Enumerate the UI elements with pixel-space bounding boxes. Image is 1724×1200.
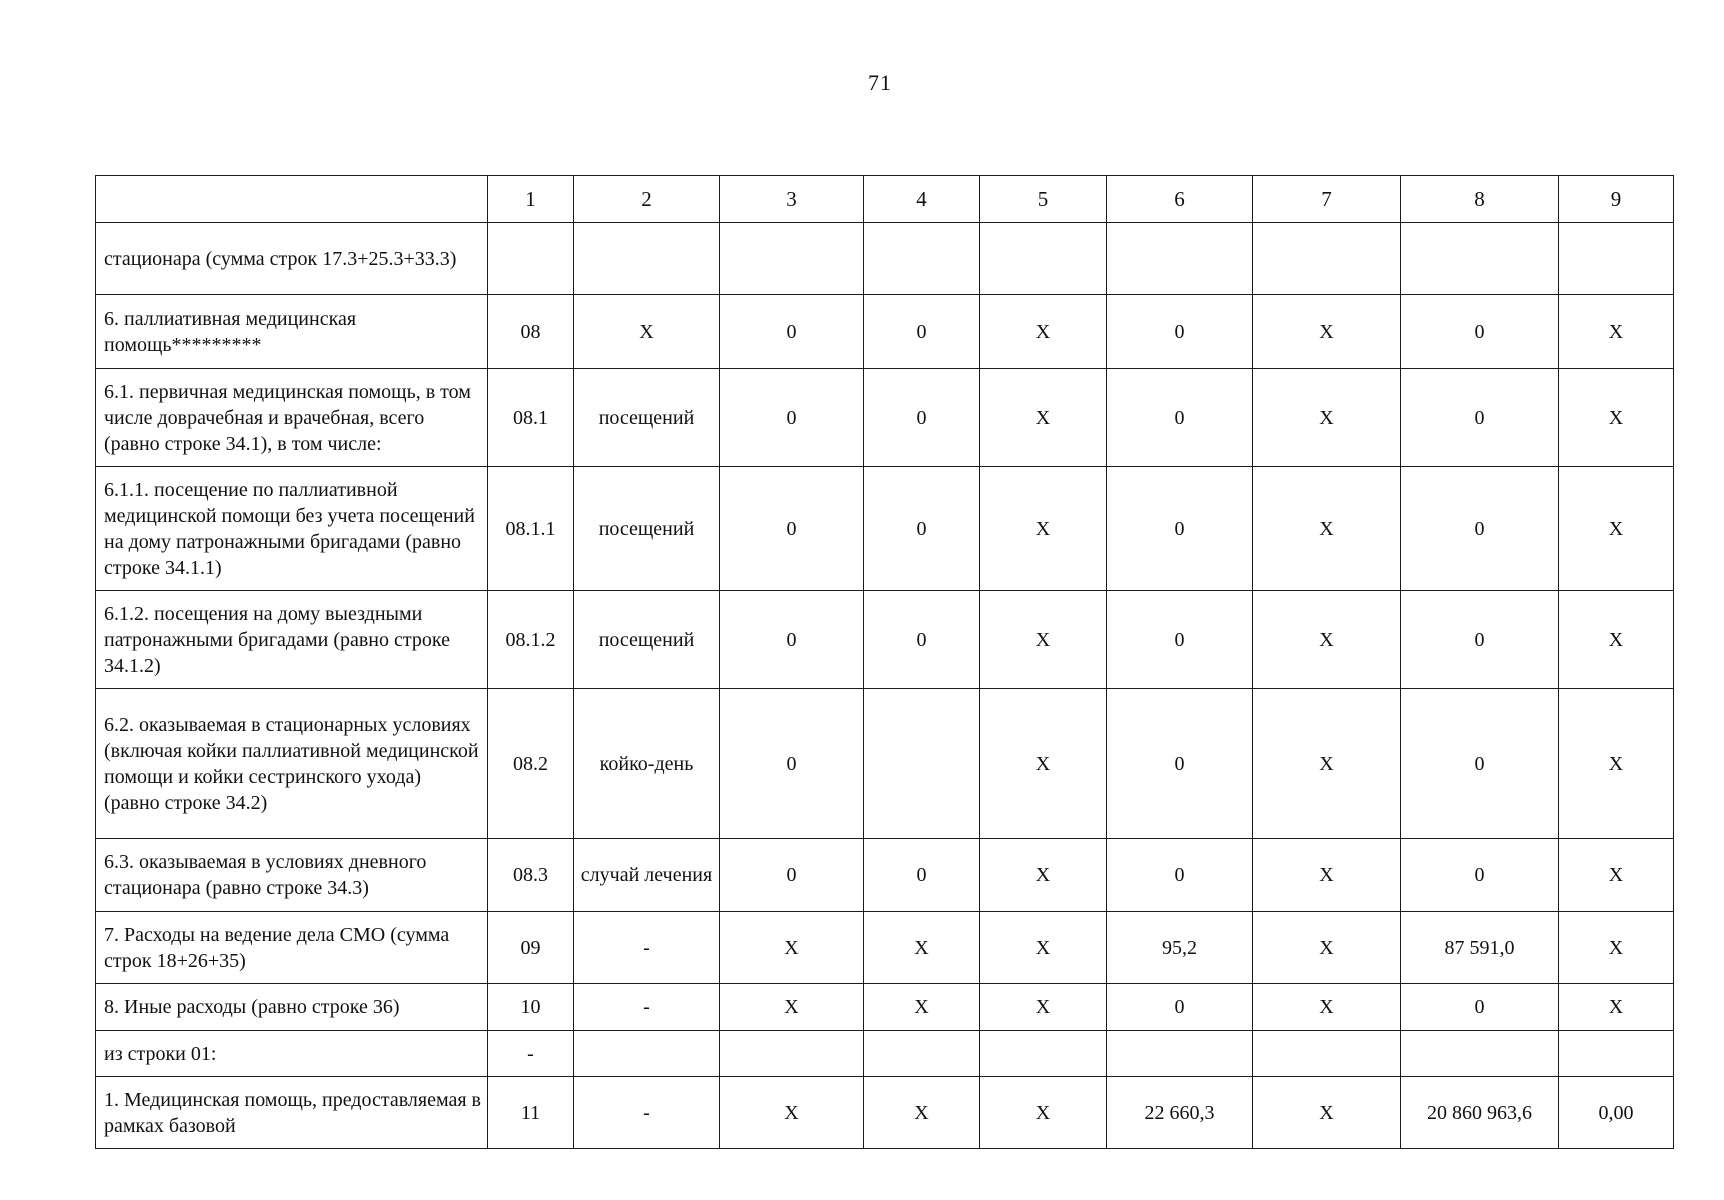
table-cell: 0 (1401, 295, 1559, 369)
header-row (96, 176, 1674, 223)
header-cell-6: 6 (1107, 176, 1253, 223)
table-cell: X (574, 295, 720, 369)
table-cell: 0 (864, 369, 980, 467)
table-cell (720, 223, 864, 295)
table-cell (574, 223, 720, 295)
table-cell: 0 (720, 467, 864, 591)
table-cell: 0 (1107, 467, 1253, 591)
table-cell: X (980, 369, 1107, 467)
table-cell: X (1253, 689, 1401, 839)
header-cell-8: 8 (1401, 176, 1559, 223)
table-cell: посещений (574, 467, 720, 591)
header-cell-5: 5 (980, 176, 1107, 223)
table-cell: посещений (574, 369, 720, 467)
table-cell: X (1253, 984, 1401, 1031)
table-cell: 0 (864, 467, 980, 591)
table-cell (1401, 1031, 1559, 1077)
header-cell-7: 7 (1253, 176, 1401, 223)
table-cell: X (864, 912, 980, 984)
header-cell-4: 4 (864, 176, 980, 223)
table-cell: X (980, 467, 1107, 591)
table-cell (1107, 1031, 1253, 1077)
table-cell: 0 (1107, 839, 1253, 912)
table-cell: X (864, 1077, 980, 1149)
table-cell: 0 (720, 295, 864, 369)
table-cell: случай лечения (574, 839, 720, 912)
table-cell: X (1559, 295, 1674, 369)
table-row (96, 223, 1674, 295)
row-description: 1. Медицинская помощь, предоставляемая в рамках базовой (96, 1077, 488, 1149)
table-cell (1401, 223, 1559, 295)
table-cell: X (864, 984, 980, 1031)
table-cell: X (980, 591, 1107, 689)
table-cell: X (720, 984, 864, 1031)
table-row (96, 467, 1674, 591)
table-cell: X (1559, 839, 1674, 912)
table-row (96, 1031, 1674, 1077)
table-cell: 08.1.1 (488, 467, 574, 591)
table-cell: 0 (720, 839, 864, 912)
header-cell-2: 2 (574, 176, 720, 223)
table-cell: 0 (1401, 839, 1559, 912)
table-row (96, 984, 1674, 1031)
row-description: 6. паллиативная медицинская помощь********* (96, 295, 488, 369)
table-cell: - (574, 984, 720, 1031)
table-cell: X (1253, 369, 1401, 467)
header-cell-0 (96, 176, 488, 223)
table-cell: - (574, 912, 720, 984)
table-cell: 0 (1107, 295, 1253, 369)
table-row (96, 295, 1674, 369)
table-cell: 0 (1401, 689, 1559, 839)
table-cell: посещений (574, 591, 720, 689)
header-cell-1: 1 (488, 176, 574, 223)
table-cell: X (1253, 467, 1401, 591)
table-cell: X (1253, 912, 1401, 984)
table-cell: 0 (1107, 369, 1253, 467)
table-cell: X (980, 1077, 1107, 1149)
table-cell: 0 (720, 591, 864, 689)
table-cell: X (720, 912, 864, 984)
table-row (96, 839, 1674, 912)
table-row (96, 912, 1674, 984)
row-description: 6.1.2. посещения на дому выездными патронажными бригадами (равно строке 34.1.2) (96, 591, 488, 689)
table-row (96, 369, 1674, 467)
table-cell: X (1253, 839, 1401, 912)
table-cell: X (980, 295, 1107, 369)
table-cell: 08.2 (488, 689, 574, 839)
table-cell (980, 223, 1107, 295)
row-description: 6.1. первичная медицинская помощь, в том числе доврачебная и врачебная, всего (равно строке 34.1), в том числе: (96, 369, 488, 467)
table-cell: X (1253, 1077, 1401, 1149)
table-cell: 0 (1401, 984, 1559, 1031)
page-number: 71 (868, 70, 892, 95)
table-cell: 0 (864, 591, 980, 689)
table-cell: X (720, 1077, 864, 1149)
table-cell: 0 (1107, 984, 1253, 1031)
table-cell: 0 (1401, 369, 1559, 467)
table-cell: X (1559, 369, 1674, 467)
table-cell: 20 860 963,6 (1401, 1077, 1559, 1149)
row-description: 6.2. оказываемая в стационарных условиях (включая койки паллиативной медицинской помощи и койки сестринского ухода) (равно строке 34.2) (96, 689, 488, 839)
table-cell: X (980, 689, 1107, 839)
table-cell: X (1253, 295, 1401, 369)
table-cell: X (1559, 984, 1674, 1031)
table-cell (1559, 1031, 1674, 1077)
table-cell (1559, 223, 1674, 295)
table-cell: X (980, 912, 1107, 984)
table-cell (1253, 1031, 1401, 1077)
row-description: 6.3. оказываемая в условиях дневного стационара (равно строке 34.3) (96, 839, 488, 912)
table-cell (1107, 223, 1253, 295)
table-cell: 0 (720, 369, 864, 467)
table-cell: 0 (864, 839, 980, 912)
table-cell: - (574, 1077, 720, 1149)
table-cell (1253, 223, 1401, 295)
table-cell: 08.3 (488, 839, 574, 912)
table-cell: койко-день (574, 689, 720, 839)
row-description: 8. Иные расходы (равно строке 36) (96, 984, 488, 1031)
table-row (96, 1077, 1674, 1149)
table-cell (864, 1031, 980, 1077)
table-cell: - (488, 1031, 574, 1077)
table-cell: 10 (488, 984, 574, 1031)
table-cell: 08.1.2 (488, 591, 574, 689)
table-cell: 08 (488, 295, 574, 369)
table-cell (864, 689, 980, 839)
table-cell: 0 (864, 295, 980, 369)
row-description: 7. Расходы на ведение дела СМО (сумма строк 18+26+35) (96, 912, 488, 984)
table-cell: 08.1 (488, 369, 574, 467)
table-cell: 0,00 (1559, 1077, 1674, 1149)
table-cell: X (1559, 912, 1674, 984)
row-description: из строки 01: (96, 1031, 488, 1077)
table-cell: 0 (720, 689, 864, 839)
table-cell: X (1559, 591, 1674, 689)
table-cell: 0 (1401, 467, 1559, 591)
table-cell: 0 (1107, 591, 1253, 689)
table-cell: 87 591,0 (1401, 912, 1559, 984)
row-description: 6.1.1. посещение по паллиативной медицинской помощи без учета посещений на дому патронажными бригадами (равно строке 34.1.1) (96, 467, 488, 591)
table-cell: X (1559, 689, 1674, 839)
table-cell (720, 1031, 864, 1077)
table-cell: 11 (488, 1077, 574, 1149)
table-cell: X (1253, 591, 1401, 689)
table-cell (488, 223, 574, 295)
table-cell: X (980, 839, 1107, 912)
table-cell: 0 (1401, 591, 1559, 689)
table-cell: 95,2 (1107, 912, 1253, 984)
table-cell (574, 1031, 720, 1077)
header-cell-3: 3 (720, 176, 864, 223)
header-cell-9: 9 (1559, 176, 1674, 223)
table-cell: 22 660,3 (1107, 1077, 1253, 1149)
table-row (96, 591, 1674, 689)
row-description: стационара (сумма строк 17.3+25.3+33.3) (96, 223, 488, 295)
table-cell (864, 223, 980, 295)
table-cell: X (1559, 467, 1674, 591)
table-cell: 0 (1107, 689, 1253, 839)
table-row (96, 689, 1674, 839)
data-table (95, 175, 1674, 1149)
table-cell: X (980, 984, 1107, 1031)
table-cell: 09 (488, 912, 574, 984)
table-cell (980, 1031, 1107, 1077)
